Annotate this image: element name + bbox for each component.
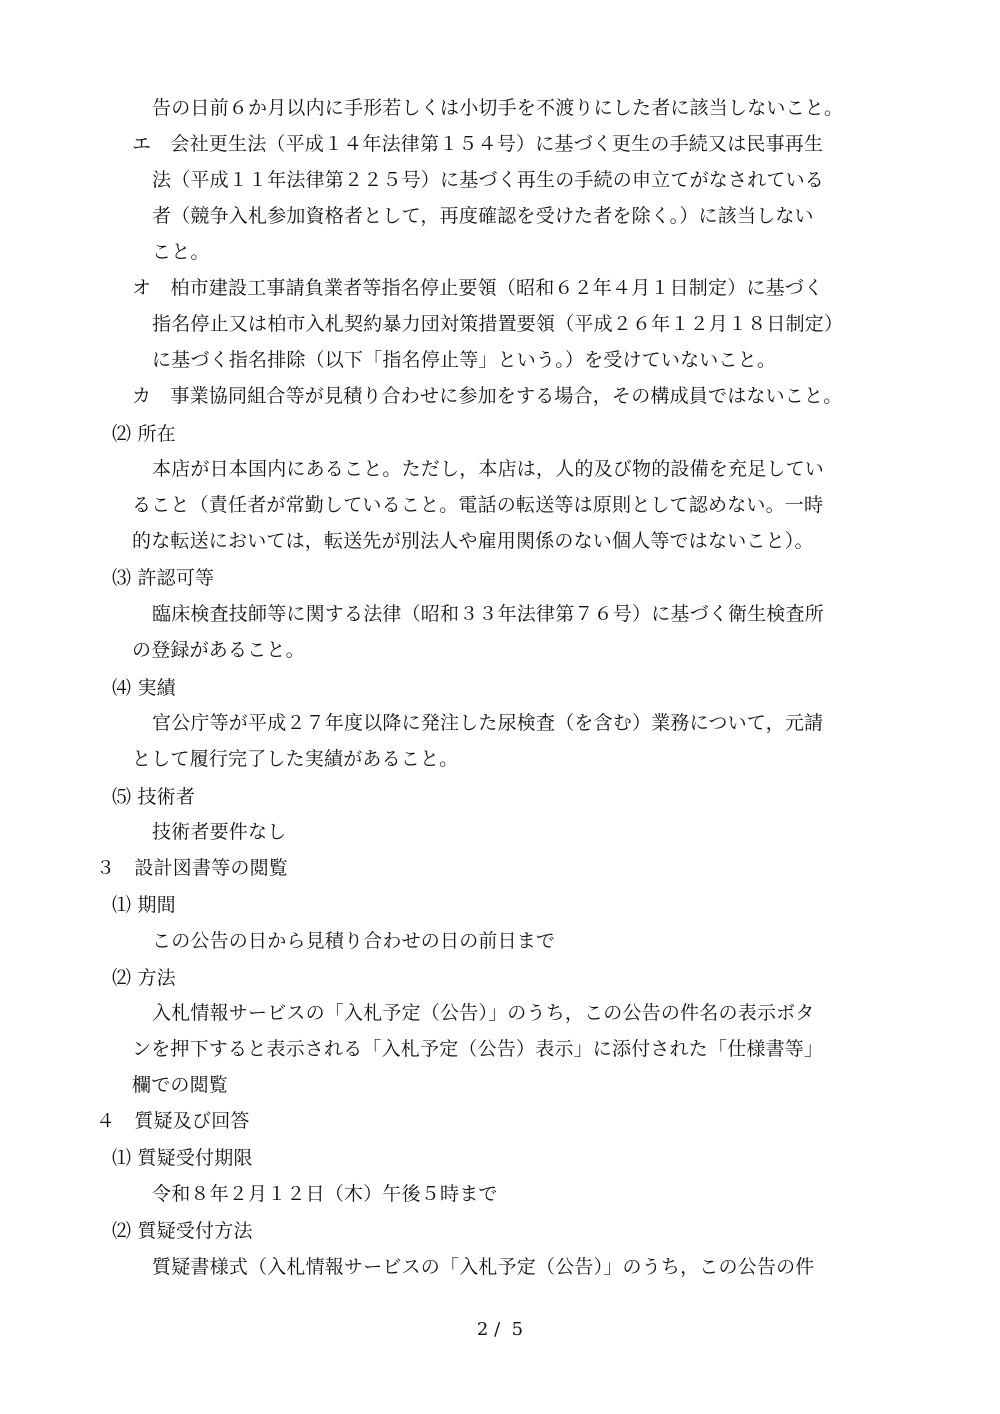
subsection-heading: ⑸ 技術者 — [112, 786, 196, 808]
subsection-heading: ⑴ 質疑受付期限 — [112, 1147, 253, 1169]
item-o: オ 柏市建設工事請負業者等指名停止要領（昭和６２年４月１日制定）に基づく — [132, 277, 824, 299]
text-line: 入札情報サービスの「入札予定（公告）」のうち，この公告の件名の表示ボタ — [152, 1002, 815, 1024]
text-line: 法（平成１１年法律第２２５号）に基づく再生の手続の申立てがなされている — [152, 169, 825, 191]
text-line: ンを押下すると表示される「入札予定（公告）表示」に添付された「仕様書等」 — [132, 1038, 824, 1060]
text-line: 本店が日本国内にあること。ただし，本店は，人的及び物的設備を充足してい — [152, 458, 825, 480]
text-line: 告の日前６か月以内に手形若しくは小切手を不渡りにした者に該当しないこと。 — [152, 97, 844, 119]
item-e: エ 会社更生法（平成１４年法律第１５４号）に基づく更生の手続又は民事再生 — [132, 133, 824, 155]
text-line: ること（責任者が常勤していること。電話の転送等は原則として認めない。一時 — [132, 494, 824, 516]
text-line: 令和８年２月１２日（木）午後５時まで — [152, 1183, 498, 1205]
text-line: 的な転送においては，転送先が別法人や雇用関係のない個人等ではないこと）。 — [132, 530, 814, 552]
text-line: 欄での閲覧 — [132, 1074, 229, 1096]
subsection-heading: ⑵ 所在 — [112, 423, 176, 445]
text-line: 指名停止又は柏市入札契約暴力団対策措置要領（平成２６年１２月１８日制定） — [152, 313, 844, 335]
text-line: の登録があること。 — [132, 639, 305, 661]
item-ka: カ 事業協同組合等が見積り合わせに参加をする場合，その構成員ではないこと。 — [132, 385, 843, 407]
subsection-heading: ⑵ 質疑受付方法 — [112, 1220, 253, 1242]
subsection-heading: ⑴ 期間 — [112, 894, 176, 916]
subsection-heading: ⑷ 実績 — [112, 677, 176, 699]
page-number: 2 / 5 — [476, 1319, 524, 1340]
subsection-heading: ⑶ 許認可等 — [112, 567, 215, 589]
text-line: に基づく指名排除（以下「指名停止等」という。）を受けていないこと。 — [152, 349, 777, 371]
text-line: 者（競争入札参加資格者として，再度確認を受けた者を除く。）に該当しない — [152, 205, 814, 227]
text-line: 技術者要件なし — [152, 821, 287, 843]
text-line: こと。 — [152, 241, 210, 263]
text-line: この公告の日から見積り合わせの日の前日まで — [152, 930, 556, 952]
text-line: 質疑書様式（入札情報サービスの「入札予定（公告）」のうち，この公告の件 — [152, 1256, 815, 1278]
text-line: 官公庁等が平成２７年度以降に発注した尿検査（を含む）業務について，元請 — [152, 712, 824, 734]
text-line: 臨床検査技師等に関する法律（昭和３３年法律第７６号）に基づく衛生検査所 — [152, 603, 825, 625]
subsection-heading: ⑵ 方法 — [112, 967, 176, 989]
section-heading: ４ 質疑及び回答 — [96, 1110, 250, 1132]
section-heading: ３ 設計図書等の閲覧 — [96, 857, 289, 879]
text-line: として履行完了した実績があること。 — [132, 748, 459, 770]
